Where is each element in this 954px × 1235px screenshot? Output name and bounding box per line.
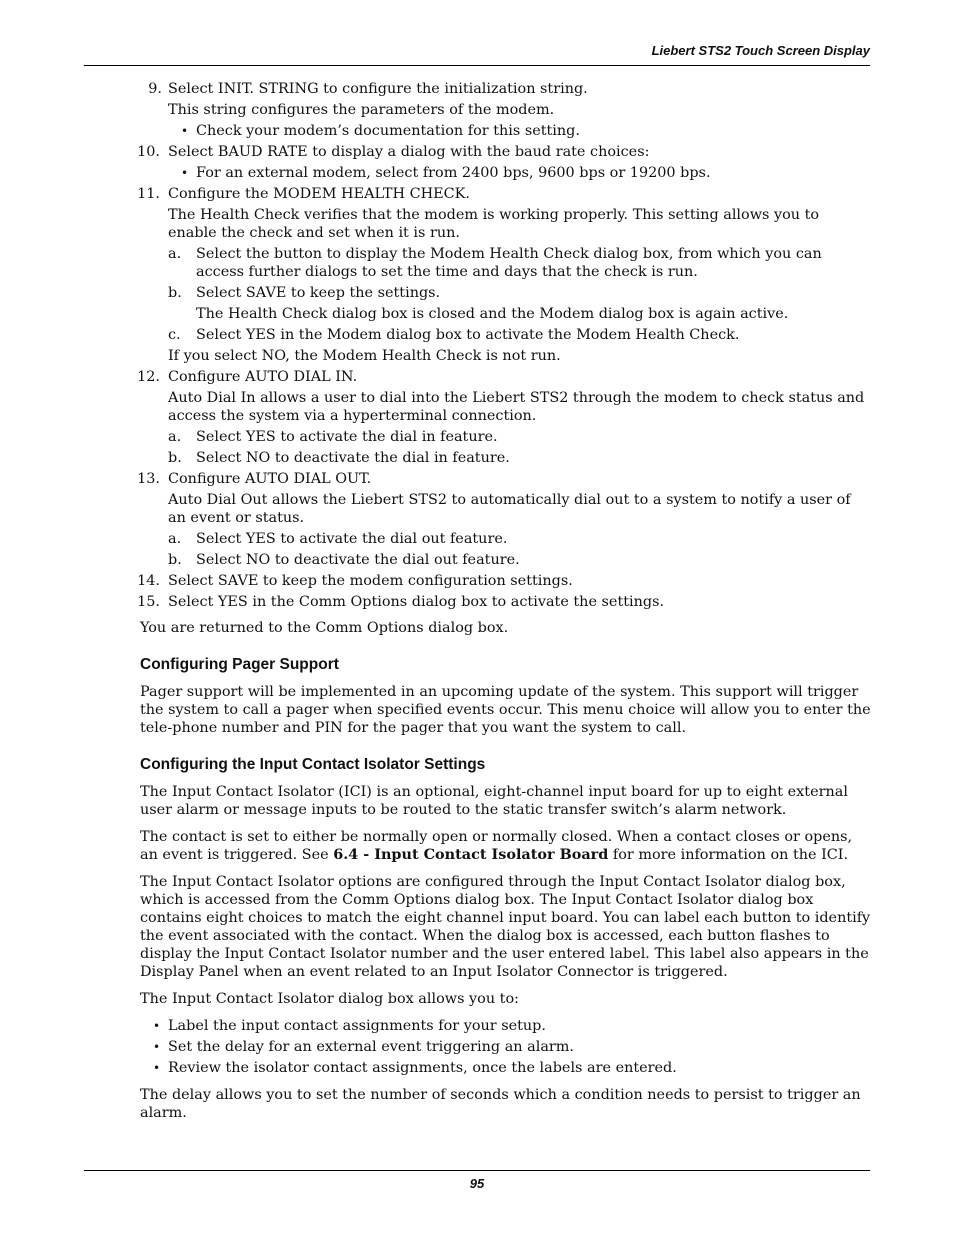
bullet-item: • Label the input contact assignments for your setup. (153, 1018, 546, 1034)
step-number: 13. (137, 471, 160, 487)
bullet-item: • Check your modem’s documentation for this setting. (181, 123, 580, 139)
footer-rule (84, 1170, 870, 1171)
step-10 (137, 143, 872, 182)
step-11 (137, 185, 872, 365)
ici-paragraph-2: The contact is set to either be normally open or normally closed. When a contact closes or opens, an event is triggered. See 6.4 - Input Contact Isolator Board for more information on the ICI. (140, 829, 853, 863)
step-text: Select BAUD RATE to display a dialog with the baud rate choices: (168, 144, 650, 160)
bullet-icon: • (153, 1040, 161, 1054)
step-number: 12. (137, 369, 160, 385)
substep-a: a. Select YES to activate the dial in feature. (168, 429, 498, 445)
step-note: The Health Check verifies that the modem is working properly. This setting allows you to enable the check and set when it is run. (168, 207, 820, 241)
procedure-list (137, 80, 872, 611)
step-number: 14. (137, 573, 160, 589)
page-body (137, 80, 872, 1131)
ici-bullet-list (140, 1017, 872, 1077)
step-text: Select INIT. STRING to configure the initialization string. (168, 81, 588, 97)
step-note: Auto Dial Out allows the Liebert STS2 to automatically dial out to a system to notify a user of an event or status. (168, 492, 851, 526)
step-12 (137, 368, 872, 467)
header-rule (84, 65, 870, 66)
step-number: 15. (137, 594, 160, 610)
step-number: 11. (137, 186, 160, 202)
substep-b: b. Select NO to deactivate the dial out feature. (168, 552, 520, 568)
substep-c: c. Select YES in the Modem dialog box to activate the Modem Health Check. (168, 327, 740, 343)
step-number: 9. (148, 81, 162, 97)
step-13 (137, 470, 872, 569)
page-number: 95 (469, 1176, 485, 1191)
section-heading-ici: Configuring the Input Contact Isolator Settings (140, 756, 486, 773)
step-note: If you select NO, the Modem Health Check is not run. (168, 348, 561, 364)
substep-b-note: The Health Check dialog box is closed and the Modem dialog box is again active. (196, 306, 789, 322)
substep-b: b. Select NO to deactivate the dial in feature. (168, 450, 510, 466)
ici-paragraph-5: The delay allows you to set the number of seconds which a condition needs to persist to trigger an alarm. (140, 1087, 861, 1121)
ici-paragraph-1: The Input Contact Isolator (ICI) is an optional, eight-channel input board for up to eight external user alarm or message inputs to be routed to the static transfer switch’s alarm network. (140, 784, 848, 818)
step-text: Select SAVE to keep the modem configuration settings. (168, 573, 573, 589)
bullet-icon: • (153, 1061, 161, 1075)
step-text: Configure the MODEM HEALTH CHECK. (168, 186, 470, 202)
substep-a: a. Select the button to display the Modem Health Check dialog box, from which you can access further dialogs to set the time and days that the check is run. (168, 246, 822, 280)
step-note: This string configures the parameters of the modem. (168, 102, 555, 118)
bullet-icon: • (153, 1019, 161, 1033)
substep-b: b. Select SAVE to keep the settings. (168, 285, 441, 301)
step-text: Select YES in the Comm Options dialog box to activate the settings. (168, 594, 665, 610)
substep-a: a. Select YES to activate the dial out feature. (168, 531, 508, 547)
step-14 (137, 572, 872, 590)
ici-paragraph-4: The Input Contact Isolator dialog box allows you to: (140, 991, 519, 1007)
bullet-item: • Review the isolator contact assignments, once the labels are entered. (153, 1060, 677, 1076)
cross-reference-link: 6.4 - Input Contact Isolator Board (333, 846, 609, 863)
step-note: Auto Dial In allows a user to dial into the Liebert STS2 through the modem to check status and access the system via a hyperterminal connection. (168, 390, 865, 424)
step-text: Configure AUTO DIAL OUT. (168, 471, 372, 487)
bullet-item: • For an external modem, select from 2400 bps, 9600 bps or 19200 bps. (181, 165, 711, 181)
pager-paragraph: Pager support will be implemented in an upcoming update of the system. This support will trigger the system to call a pager when specified events occur. This menu choice will allow you to enter the tele-phone number and PIN for the pager that you want the system to call. (140, 684, 871, 736)
bullet-icon: • (181, 166, 189, 180)
section-heading-pager: Configuring Pager Support (140, 656, 339, 673)
step-9 (140, 80, 872, 140)
running-header: Liebert STS2 Touch Screen Display (651, 43, 870, 58)
bullet-item: • Set the delay for an external event triggering an alarm. (153, 1039, 575, 1055)
step-number: 10. (137, 144, 160, 160)
bullet-icon: • (181, 124, 189, 138)
returned-paragraph: You are returned to the Comm Options dialog box. (140, 620, 509, 636)
ici-paragraph-3: The Input Contact Isolator options are configured through the Input Contact Isolator dialog box, which is accessed from the Comm Options dialog box. The Input Contact Isolator dialog box contains eight choices to match the eight channel input board. You can label each button to identify the event associated with the contact. When the dialog box is accessed, each button flashes to display the Input Contact Isolator number and the user entered label. This label also appears in the Display Panel when an event related to an Input Isolator Connector is triggered. (140, 874, 871, 980)
step-15 (137, 593, 872, 611)
step-text: Configure AUTO DIAL IN. (168, 369, 358, 385)
